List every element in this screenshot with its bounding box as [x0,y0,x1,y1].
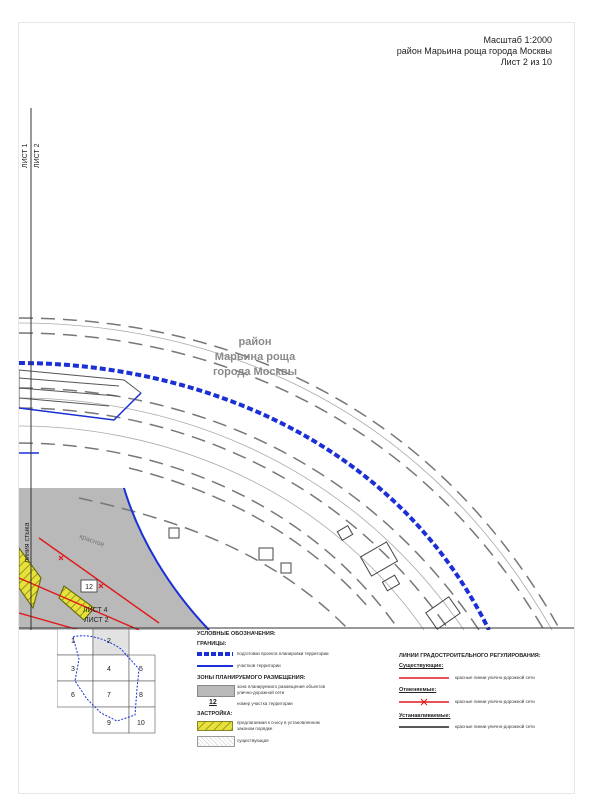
building-block [19,370,141,420]
svg-text:10: 10 [137,720,145,727]
district-label-line: район [238,336,272,348]
joint-line-label: линия стыка [24,522,31,563]
district-label-line: Марьина роща [214,351,296,363]
legend-existing-red-label: красные линии улично-дорожной сети [455,675,535,680]
sheet-label-bottom-bottom: ЛИСТ 4 [83,607,108,614]
map-sheet [18,22,575,794]
svg-text:2: 2 [107,638,111,645]
map-canvas[interactable] [19,108,574,630]
sheet-number: Лист 2 из 10 [500,57,552,67]
parcel-number: 12 [85,584,93,591]
legend-symbol-existing [197,736,235,747]
legend-parcel-number-label: номер участка территории [237,701,293,706]
sheet-label-bottom-top: ЛИСТ 2 [84,617,109,624]
legend-borders-title: ГРАНИЦЫ: [197,641,227,647]
legend-planned-lines-title: Устанавливаемые: [399,713,451,719]
legend-zones-title: ЗОНЫ ПЛАНИРУЕМОГО РАЗМЕЩЕНИЯ: [197,675,306,681]
svg-text:8: 8 [139,692,143,699]
district-label-line: города Москвы [212,366,298,378]
legend-planning-boundary-label: подготовки проекта планировки территории [237,651,329,656]
map-drawing [19,108,574,630]
legend-demolition-label: предлагаемая к сносу в установленном законом порядке [237,720,320,731]
legend-parcel-number: 12 [209,699,217,706]
legend-symbol-territory-boundary [197,663,233,669]
sheet-label-left-top: ЛИСТ 1 [22,143,29,168]
legend-symbol-planned-line [399,724,449,730]
legend-regulation-title: ЛИНИИ ГРАДОСТРОИТЕЛЬНОГО РЕГУЛИРОВАНИЯ: [399,653,541,659]
legend-symbol-cancelled-red [399,698,449,706]
sheet-key-map [57,629,157,759]
svg-text:7: 7 [107,692,111,699]
scale-label: Масштаб 1:2000 [483,35,552,45]
svg-text:9: 9 [107,720,111,727]
svg-text:3: 3 [71,666,75,673]
legend-territory-boundary-label: участков территории [237,663,281,668]
territory-boundary [19,393,141,420]
legend-existing-label: существующая [237,738,269,743]
legend-buildings-title: ЗАСТРОЙКА: [197,711,233,717]
sheet-header [397,35,552,68]
sheet-label-left-bottom: ЛИСТ 2 [34,143,41,168]
legend-gray-zone-label: зона планируемого размещения объектов улично-дорожной сети [237,684,325,695]
svg-text:5: 5 [139,666,143,673]
road-label: красное [78,533,106,549]
legend-panel [19,607,574,791]
gray-zone-area [19,488,209,630]
legend-symbol-gray-zone [197,685,235,697]
district-title: район Марьина роща города Москвы [396,46,552,56]
legend-cancelled-lines-title: Отменяемые: [399,687,437,693]
legend-symbol-demolition [197,721,233,731]
svg-text:1: 1 [71,638,75,645]
legend-title: УСЛОВНЫЕ ОБОЗНАЧЕНИЯ: [197,631,276,637]
svg-text:4: 4 [107,666,111,673]
svg-text:6: 6 [71,692,75,699]
legend-cancelled-red-label: красные линии улично-дорожной сети [455,699,535,704]
legend-symbol-existing-red [399,675,449,681]
legend-symbol-planning-boundary [197,651,233,657]
legend-existing-lines-title: Существующие: [399,663,444,669]
legend-planned-line-label: красные линии улично-дорожной сети [455,724,535,729]
